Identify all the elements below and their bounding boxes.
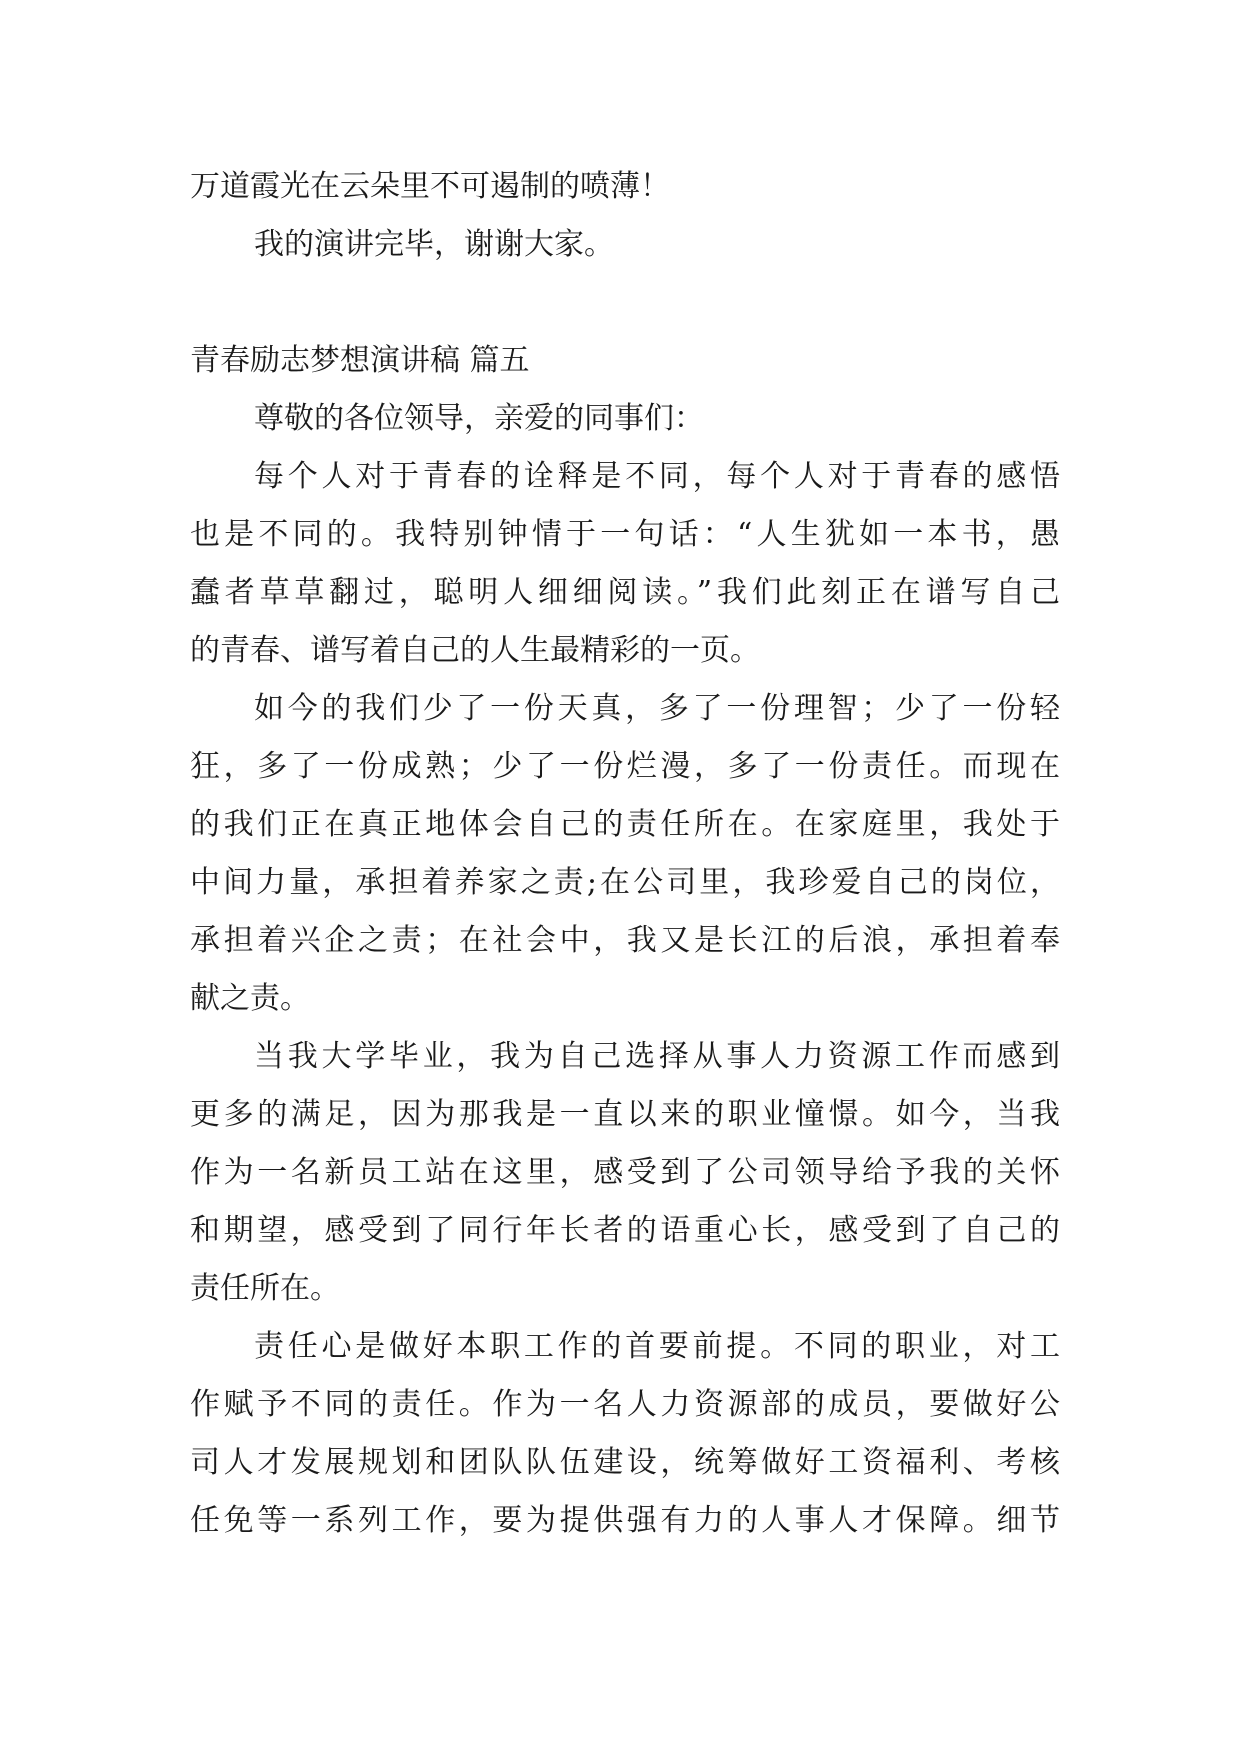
paragraph-line: 每个人对于青春的诠释是不同，每个人对于青春的感悟 xyxy=(254,459,1060,494)
salutation: 尊敬的各位领导，亲爱的同事们： xyxy=(254,401,704,436)
paragraph-line: 责任心是做好本职工作的首要前提。不同的职业，对工 xyxy=(254,1329,1060,1364)
paragraph-line: 更多的满足，因为那我是一直以来的职业憧憬。如今，当我 xyxy=(190,1097,1060,1132)
paragraph-line: 也是不同的。我特别钟情于一句话：“人生犹如一本书，愚 xyxy=(190,517,1060,552)
paragraph-line: 责任所在。 xyxy=(190,1271,340,1306)
paragraph-line: 任免等一系列工作，要为提供强有力的人事人才保障。细节 xyxy=(190,1503,1060,1538)
paragraph-line: 蠢者草草翻过，聪明人细细阅读。”我们此刻正在谱写自己 xyxy=(190,575,1060,610)
paragraph-line: 和期望，感受到了同行年长者的语重心长，感受到了自己的 xyxy=(190,1213,1060,1248)
closing-line: 我的演讲完毕，谢谢大家。 xyxy=(254,227,614,262)
intro-line: 万道霞光在云朵里不可遏制的喷薄！ xyxy=(190,169,670,204)
section-title: 青春励志梦想演讲稿 篇五 xyxy=(190,343,530,378)
paragraph-line: 如今的我们少了一份天真，多了一份理智；少了一份轻 xyxy=(254,691,1060,726)
paragraph-line: 作为一名新员工站在这里，感受到了公司领导给予我的关怀 xyxy=(190,1155,1060,1190)
paragraph-line: 的青春、谱写着自己的人生最精彩的一页。 xyxy=(190,633,760,668)
document-body xyxy=(190,158,1060,1550)
paragraph-line: 司人才发展规划和团队队伍建设，统筹做好工资福利、考核 xyxy=(190,1445,1060,1480)
paragraph-line: 的我们正在真正地体会自己的责任所在。在家庭里，我处于 xyxy=(190,807,1060,842)
paragraph-line: 中间力量，承担着养家之责;在公司里，我珍爱自己的岗位， xyxy=(190,865,1060,900)
paragraph-line: 承担着兴企之责；在社会中，我又是长江的后浪，承担着奉 xyxy=(190,923,1060,958)
paragraph-line: 狂，多了一份成熟；少了一份烂漫，多了一份责任。而现在 xyxy=(190,749,1060,784)
paragraph-line: 当我大学毕业，我为自己选择从事人力资源工作而感到 xyxy=(254,1039,1060,1074)
section-gap xyxy=(190,274,1060,332)
paragraph-line: 作赋予不同的责任。作为一名人力资源部的成员，要做好公 xyxy=(190,1387,1060,1422)
paragraph-line: 献之责。 xyxy=(190,981,310,1016)
